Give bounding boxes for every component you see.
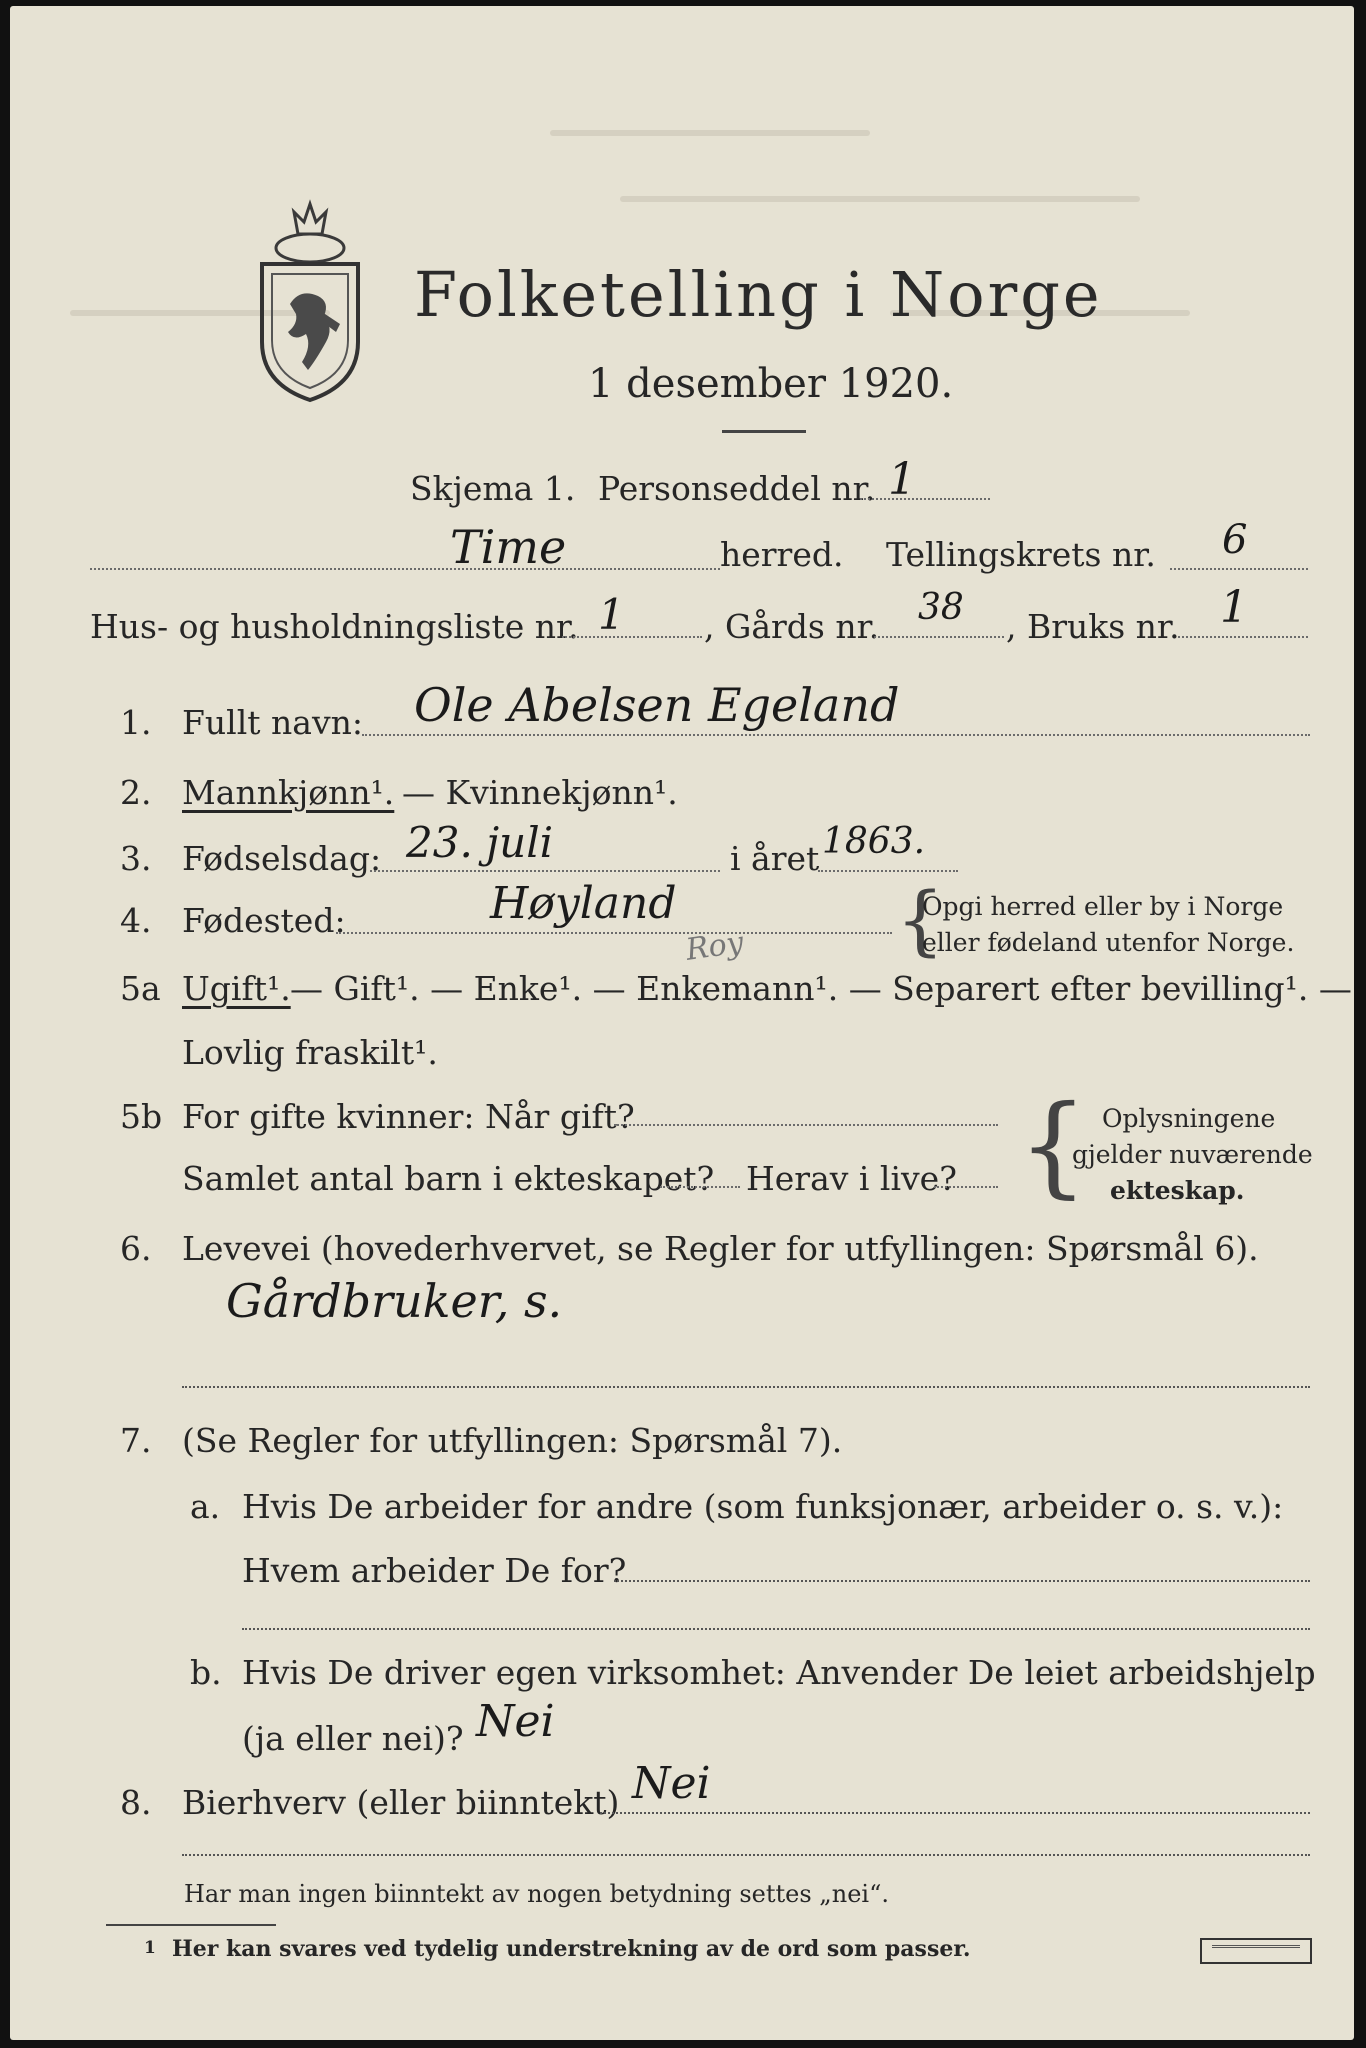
q5b-alive-line (934, 1186, 998, 1188)
q7b-value: Nei (476, 1696, 555, 1747)
q2-female-option: — Kvinnekjønn¹. (402, 773, 678, 812)
husholdningsliste-value: 1 (598, 590, 625, 639)
q1-label: Fullt navn: (182, 703, 363, 742)
herred-line (90, 568, 720, 570)
q7b-label: Hvis De driver egen virksomhet: Anvender De leiet arbeidshjelp (242, 1653, 1316, 1692)
herred-label: herred. (720, 535, 844, 574)
tellingskrets-value: 6 (1222, 517, 1248, 563)
q4-note-line2: eller fødeland utenfor Norge. (922, 928, 1295, 957)
q5b-note-line2: gjelder nuværende (1072, 1140, 1313, 1169)
personseddel-label: Personseddel nr. (598, 469, 876, 508)
q2-male-option: Mannkjønn¹. (182, 773, 395, 812)
q3-line (370, 870, 720, 872)
q4-annotation: Roy (683, 925, 746, 968)
q5b-children-line (660, 1186, 740, 1188)
q4-note-line1: Opgi herred eller by i Norge (922, 892, 1284, 921)
tellingskrets-line (1170, 568, 1308, 570)
gards-label: , Gårds nr. (704, 607, 880, 646)
q6-extra-line (182, 1386, 1310, 1388)
gards-line (874, 636, 1004, 638)
q3-year-label: i året (730, 839, 820, 878)
bruks-value: 1 (1220, 582, 1248, 633)
q5a-number: 5a (120, 969, 161, 1008)
q5b-note-line1: Oplysningene (1102, 1104, 1276, 1133)
bleed-through-line (620, 196, 1140, 202)
printer-stamp (1200, 1938, 1312, 1964)
q5a-other-options: — Gift¹. — Enke¹. — Enkemann¹. — Separert efter bevilling¹. — (290, 969, 1352, 1008)
q5b-number: 5b (120, 1097, 163, 1136)
tellingskrets-label: Tellingskrets nr. (886, 535, 1156, 574)
q5a-ugift-option: Ugift¹. (182, 969, 291, 1008)
q4-label: Fødested: (182, 901, 346, 940)
form-title: Folketelling i Norge (414, 258, 1103, 331)
q5a-fraskilt-option: Lovlig fraskilt¹. (182, 1033, 438, 1072)
gards-value: 38 (918, 587, 964, 628)
q7b-label-answer: (ja eller nei)? (242, 1719, 464, 1758)
census-date: 1 desember 1920. (588, 361, 954, 407)
q7-number: 7. (120, 1421, 152, 1460)
q1-number: 1. (120, 703, 152, 742)
q8-extra-line (182, 1854, 1310, 1856)
q5b-brace: { (1018, 1081, 1088, 1209)
census-form-page (10, 6, 1354, 2040)
q5b-note-line3: ekteskap. (1110, 1176, 1245, 1205)
biinntekt-note: Har man ingen biinntekt av nogen betydning settes „nei“. (184, 1880, 889, 1908)
q3-value: 23. juli (406, 818, 554, 867)
q4-line (336, 932, 892, 934)
personseddel-value: 1 (888, 454, 916, 505)
q7a-letter: a. (190, 1487, 221, 1526)
q8-value: Nei (632, 1758, 711, 1809)
footnote-text: Her kan svares ved tydelig understrekning av de ord som passer. (172, 1936, 971, 1962)
q8-number: 8. (120, 1783, 152, 1822)
husholdningsliste-label: Hus- og husholdningsliste nr. (90, 607, 579, 646)
personseddel-line (860, 498, 990, 500)
q2-number: 2. (120, 773, 152, 812)
q8-label: Bierhverv (eller biinntekt) (182, 1783, 620, 1822)
herred-value: Time (450, 520, 567, 574)
bruks-line (1178, 636, 1308, 638)
q6-label: Levevei (hovederhvervet, se Regler for utfyllingen: Spørsmål 6). (182, 1229, 1259, 1268)
q3-year-value: 1863. (822, 821, 926, 862)
q7a-extra-line (242, 1628, 1310, 1630)
q4-value: Høyland (490, 878, 677, 929)
q7a-label: Hvis De arbeider for andre (som funksjonær, arbeider o. s. v.): (242, 1487, 1284, 1526)
q6-number: 6. (120, 1229, 152, 1268)
q7a-employer-line (614, 1580, 1310, 1582)
q7b-letter: b. (190, 1653, 222, 1692)
husholdningsliste-line (562, 636, 702, 638)
footnote-mark: 1 (144, 1938, 156, 1958)
q1-value: Ole Abelsen Egeland (414, 678, 900, 732)
q3-year-line (818, 870, 958, 872)
coat-of-arms-icon (250, 192, 370, 404)
q4-number: 4. (120, 901, 152, 940)
q1-line (362, 734, 1310, 736)
q8-line (600, 1812, 1310, 1814)
q6-value: Gårdbruker, s. (226, 1274, 563, 1328)
q5b-label-alive: Herav i live? (746, 1159, 957, 1198)
q5b-label-children: Samlet antal barn i ekteskapet? (182, 1159, 715, 1198)
q3-number: 3. (120, 839, 152, 878)
bruks-label: , Bruks nr. (1006, 607, 1180, 646)
q4-brace: { (896, 875, 945, 964)
q5b-married-line (614, 1124, 998, 1126)
q3-label: Fødselsdag: (182, 839, 382, 878)
title-divider (722, 430, 806, 433)
q7-label: (Se Regler for utfyllingen: Spørsmål 7). (182, 1421, 843, 1460)
bleed-through-line (550, 130, 870, 136)
skjema-label: Skjema 1. (410, 469, 576, 508)
footnote-divider (106, 1924, 276, 1926)
q5b-label-married: For gifte kvinner: Når gift? (182, 1097, 635, 1136)
q7a-label-employer: Hvem arbeider De for? (242, 1551, 627, 1590)
